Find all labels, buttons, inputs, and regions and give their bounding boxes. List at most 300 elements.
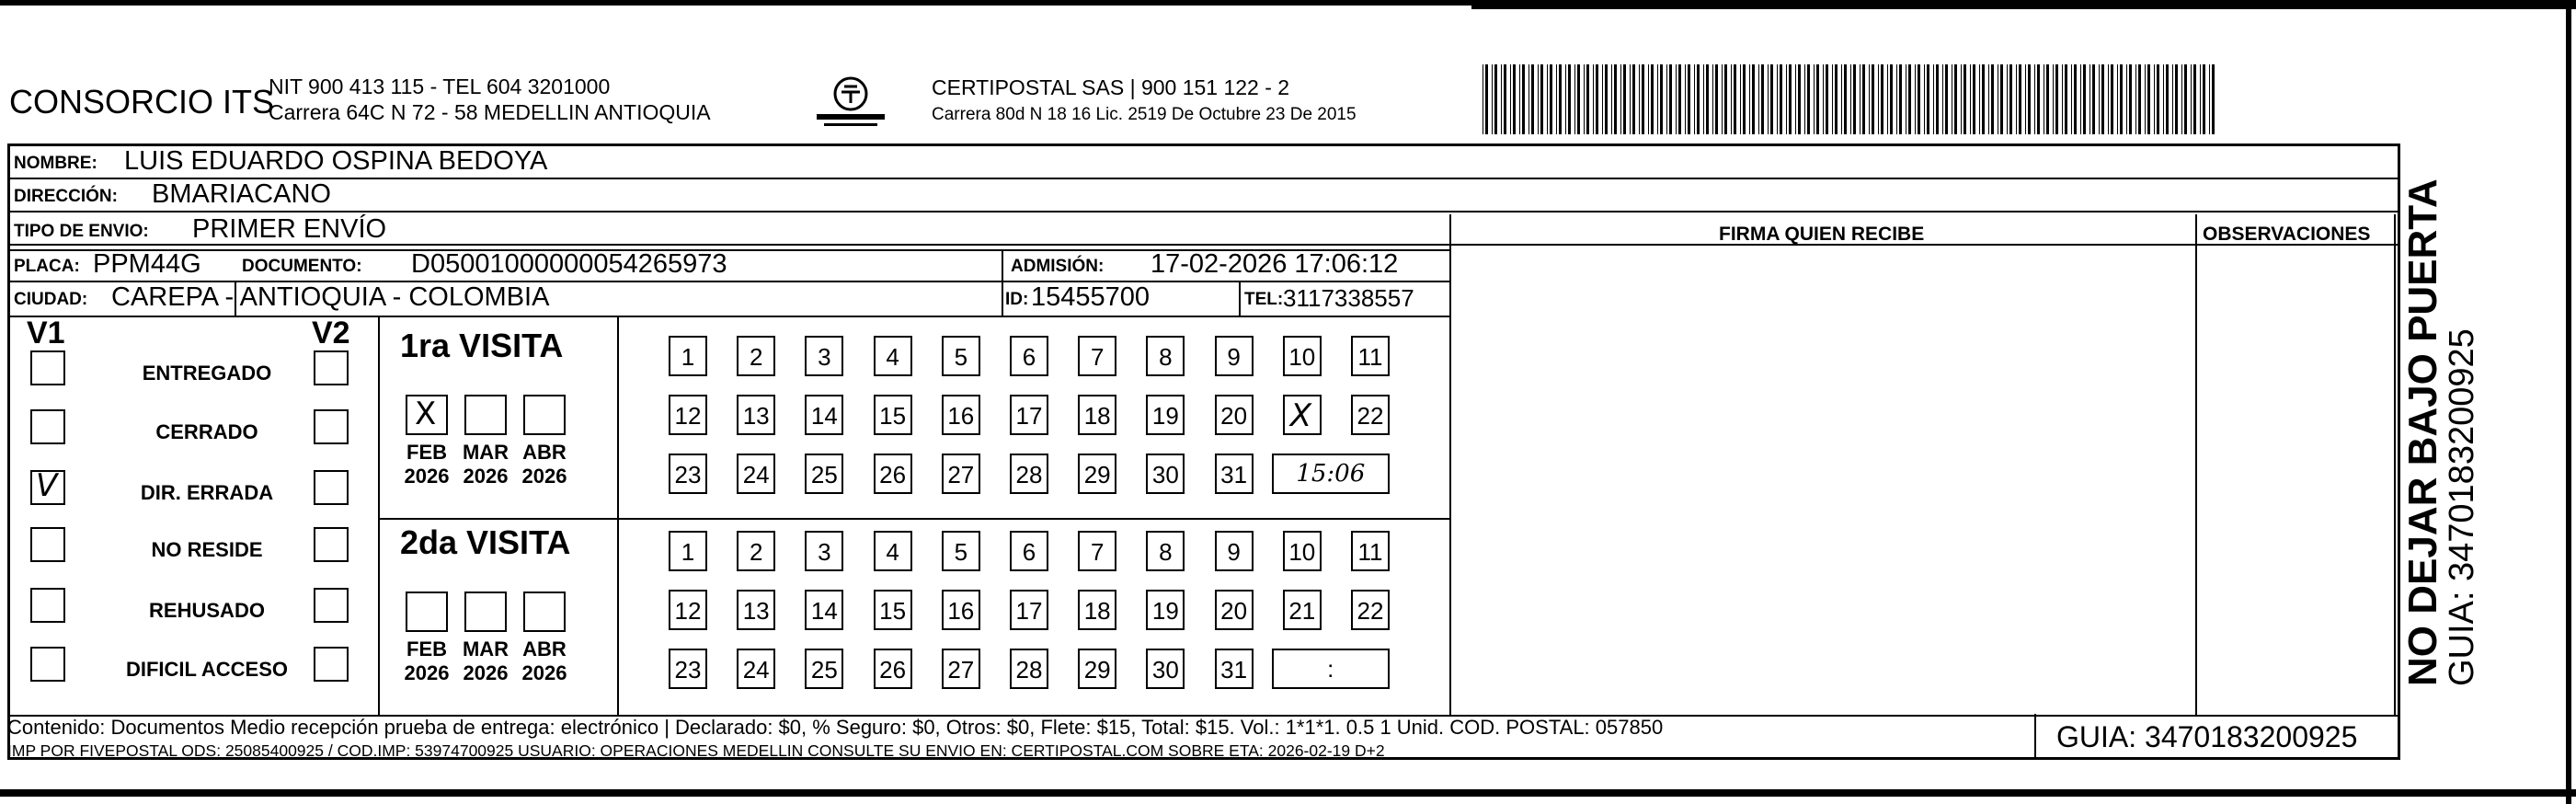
barcode-bar: [2046, 64, 2049, 134]
barcode-bar: [1869, 64, 1870, 134]
visit1-day-7[interactable]: 7: [1078, 336, 1116, 376]
visit2-time-box[interactable]: :: [1272, 649, 1390, 689]
v2-label: V2: [312, 316, 350, 350]
visit1-month-label: [458, 441, 513, 488]
carrier-address: Carrera 80d N 18 16 Lic. 2519 De Octubre 23 De 2015: [932, 105, 1357, 124]
barcode-bar: [1712, 64, 1713, 134]
barcode-bar: [1501, 64, 1502, 134]
v2-checkbox[interactable]: [314, 527, 349, 562]
barcode-bar: [2101, 64, 2104, 134]
barcode-bar: [1982, 64, 1985, 134]
visit1-day-26[interactable]: 26: [874, 454, 912, 494]
observaciones-label: OBSERVACIONES: [2203, 224, 2371, 245]
barcode-bar: [1816, 64, 1819, 134]
barcode-bar: [2092, 64, 2095, 134]
barcode-bar: [1623, 64, 1626, 134]
barcode-bar: [2117, 64, 2118, 134]
barcode-bar: [1789, 64, 1792, 134]
barcode-bar: [2034, 64, 2035, 134]
barcode-bar: [1660, 64, 1663, 134]
barcode-bar: [2071, 64, 2072, 134]
visit1-month-box[interactable]: [406, 395, 448, 435]
visit1-day-30[interactable]: 30: [1146, 454, 1185, 494]
footer-content-line: Contenido: Documentos Medio recepción prueba de entrega: electrónico | Declarado: $0, % Seguro: $0, Otros: $0, Flete: $15, Total: $15. Vol.: 1*1*1. 0.5 1 Unid. COD. POSTAL: 057850: [7, 716, 1664, 739]
barcode-bar: [1620, 64, 1621, 134]
v2-checkbox[interactable]: [314, 409, 349, 444]
barcode-bar: [1798, 64, 1801, 134]
barcode-bar: [1835, 64, 1838, 134]
visit2-day-27[interactable]: 27: [942, 649, 980, 689]
barcode-bar: [2163, 64, 2164, 134]
barcode-bar: [2007, 64, 2008, 134]
tipo-envio-value: PRIMER ENVÍO: [192, 214, 387, 244]
barcode-bar: [1494, 64, 1497, 134]
visit1-day-2[interactable]: 2: [737, 336, 775, 376]
month-year: 2026: [463, 661, 509, 684]
barcode-bar: [1988, 64, 1989, 134]
visit1-day-14[interactable]: 14: [805, 395, 843, 435]
visit1-day-12[interactable]: 12: [669, 395, 707, 435]
barcode-bar: [2212, 64, 2215, 134]
status-label: ENTREGADO: [142, 362, 272, 385]
tipo-envio-label: TIPO DE ENVIO:: [14, 222, 149, 241]
visit2-day-19[interactable]: 19: [1146, 590, 1185, 630]
month-year: 2026: [404, 465, 450, 488]
month-name: MAR: [462, 441, 509, 464]
side-warning: NO DEJAR BAJO PUERTA: [2400, 178, 2445, 686]
visit1-day-8[interactable]: 8: [1146, 336, 1185, 376]
barcode-bar: [1832, 64, 1833, 134]
visit2-day-22[interactable]: 22: [1351, 590, 1390, 630]
tel-label: TEL:: [1244, 290, 1284, 309]
barcode-bar: [1936, 64, 1939, 134]
top-edge-thick: [1471, 6, 2576, 9]
barcode-bar: [1605, 64, 1608, 134]
nombre-value: LUIS EDUARDO OSPINA BEDOYA: [124, 146, 548, 176]
barcode-bar: [1991, 64, 1994, 134]
company-info: [269, 74, 711, 125]
admision-label: ADMISIÓN:: [1011, 257, 1105, 276]
v1-checkbox[interactable]: [30, 350, 65, 385]
visit2-day-3[interactable]: 3: [805, 531, 843, 571]
barcode-bar: [2083, 64, 2086, 134]
v2-checkbox[interactable]: [314, 470, 349, 505]
barcode-bar: [2184, 64, 2187, 134]
id-label: ID:: [1005, 290, 1029, 309]
barcode-bar: [1734, 64, 1736, 134]
barcode-bar: [1688, 64, 1690, 134]
month-name: FEB: [406, 637, 447, 660]
visit1-day-4[interactable]: 4: [874, 336, 912, 376]
barcode-bar: [1740, 64, 1741, 134]
visit2-day-28[interactable]: 28: [1010, 649, 1048, 689]
barcode-bar: [1648, 64, 1649, 134]
barcode-bar: [1768, 64, 1769, 134]
visit2-month-label: [458, 637, 513, 685]
visit1-day-21[interactable]: [1283, 395, 1322, 435]
rule: [1449, 214, 1451, 717]
footer-print-line: IMP POR FIVEPOSTAL ODS: 25085400925 / COD.IMP: 53974700925 USUARIO: OPERACIONES MEDELLIN CONSULTE SU ENVIO EN: CERTIPOSTAL.COM SOBRE ETA: 2026-02-19 D+2: [7, 741, 1385, 760]
barcode-bar: [2126, 64, 2127, 134]
barcode-bar: [2025, 64, 2026, 134]
barcode-bar: [1954, 64, 1957, 134]
visit2-day-31[interactable]: 31: [1215, 649, 1254, 689]
barcode-bar: [1881, 64, 1883, 134]
visit2-day-18[interactable]: 18: [1078, 590, 1116, 630]
barcode-bar: [1574, 64, 1575, 134]
visit2-day-13[interactable]: 13: [737, 590, 775, 630]
visit1-day-29[interactable]: 29: [1078, 454, 1116, 494]
visit1-day-13[interactable]: 13: [737, 395, 775, 435]
barcode-bar: [1979, 64, 1980, 134]
barcode-bar: [2209, 64, 2210, 134]
barcode-bar: [1752, 64, 1755, 134]
day-mark: X: [1289, 397, 1312, 434]
barcode-bar: [2028, 64, 2031, 134]
side-guia: GUIA: 3470183200925: [2443, 328, 2481, 686]
visit2-day-17[interactable]: 17: [1010, 590, 1048, 630]
visit2-day-2[interactable]: 2: [737, 531, 775, 571]
visit2-month-label: [399, 637, 454, 685]
bottom-edge: [0, 789, 2576, 797]
barcode-bar: [1770, 64, 1773, 134]
documento-value: D05001000000054265973: [411, 249, 727, 279]
visit1-day-16[interactable]: 16: [942, 395, 980, 435]
barcode-bar: [2193, 64, 2196, 134]
barcode-bar: [2062, 64, 2063, 134]
visit2-day-15[interactable]: 15: [874, 590, 912, 630]
visit1-day-9[interactable]: 9: [1215, 336, 1254, 376]
barcode-bar: [1577, 64, 1580, 134]
status-label: DIR. ERRADA: [140, 481, 274, 504]
visit2-day-21[interactable]: 21: [1283, 590, 1322, 630]
barcode-bar: [1743, 64, 1746, 134]
barcode-bar: [1731, 64, 1732, 134]
barcode-bar: [2175, 64, 2178, 134]
barcode-bar: [2120, 64, 2123, 134]
rule: [378, 316, 380, 715]
barcode-bar: [1933, 64, 1934, 134]
visit2-day-16[interactable]: 16: [942, 590, 980, 630]
barcode-bar: [1915, 64, 1916, 134]
visit1-day-22[interactable]: 22: [1351, 395, 1390, 435]
barcode-bar: [1586, 64, 1589, 134]
visit2-day-10[interactable]: 10: [1283, 531, 1322, 571]
carrier-info: [932, 74, 1357, 129]
barcode-bar: [1844, 64, 1847, 134]
barcode-bar: [2145, 64, 2146, 134]
barcode-bar: [2053, 64, 2054, 134]
month-year: 2026: [404, 661, 450, 684]
rule: [378, 518, 1451, 520]
barcode-bar: [1528, 64, 1529, 134]
visit1-day-19[interactable]: 19: [1146, 395, 1185, 435]
visit1-day-27[interactable]: 27: [942, 454, 980, 494]
barcode-bar: [2129, 64, 2132, 134]
barcode-bar: [1841, 64, 1842, 134]
v1-label: V1: [27, 316, 65, 350]
barcode-bar: [1878, 64, 1879, 134]
barcode-bar: [1510, 64, 1511, 134]
firma-label: FIRMA QUIEN RECIBE: [1719, 224, 1925, 245]
month-year: 2026: [521, 465, 567, 488]
barcode-bar: [1611, 64, 1612, 134]
visit1-day-17[interactable]: 17: [1010, 395, 1048, 435]
month-name: MAR: [462, 637, 509, 660]
barcode-bar: [2099, 64, 2100, 134]
barcode-bar: [2074, 64, 2077, 134]
barcode-bar: [1758, 64, 1759, 134]
barcode-bar: [1630, 64, 1631, 134]
barcode-bar: [1862, 64, 1865, 134]
visit2-month-box[interactable]: [406, 592, 448, 632]
barcode-bar: [2166, 64, 2169, 134]
barcode-bar: [1777, 64, 1778, 134]
visit2-day-11[interactable]: 11: [1351, 531, 1390, 571]
direccion-value: BMARIACANO: [152, 179, 331, 209]
tel-value: 3117338557: [1283, 284, 1414, 312]
barcode-bar: [1504, 64, 1506, 134]
placa-value: PPM44G: [93, 249, 201, 279]
visit1-day-25[interactable]: 25: [805, 454, 843, 494]
visit2-month-box[interactable]: [464, 592, 507, 632]
visit1-day-10[interactable]: 10: [1283, 336, 1322, 376]
rule: [10, 178, 2398, 179]
barcode-bar: [1513, 64, 1516, 134]
barcode-bar: [1602, 64, 1603, 134]
visit2-day-6[interactable]: 6: [1010, 531, 1048, 571]
barcode-bar: [1519, 64, 1520, 134]
barcode-bar: [1804, 64, 1805, 134]
barcode-bar: [2055, 64, 2058, 134]
barcode-bar: [1657, 64, 1658, 134]
barcode-bar: [1485, 64, 1488, 134]
barcode-bar: [2009, 64, 2012, 134]
v1-checkbox[interactable]: [30, 588, 65, 623]
barcode-bar: [2172, 64, 2173, 134]
visit2-day-14[interactable]: 14: [805, 590, 843, 630]
company-address: Carrera 64C N 72 - 58 MEDELLIN ANTIOQUIA: [269, 100, 711, 124]
barcode-bar: [1492, 64, 1493, 134]
barcode-bar: [1970, 64, 1971, 134]
month-year: 2026: [463, 465, 509, 488]
barcode-bar: [2181, 64, 2182, 134]
barcode-bar: [1961, 64, 1962, 134]
visit1-day-18[interactable]: 18: [1078, 395, 1116, 435]
company-nit: NIT 900 413 115 - TEL 604 3201000: [269, 75, 611, 98]
barcode-bar: [1669, 64, 1672, 134]
barcode-bar: [1703, 64, 1704, 134]
barcode-bar: [2200, 64, 2201, 134]
barcode-bar: [1887, 64, 1888, 134]
barcode-bar: [1694, 64, 1695, 134]
barcode-bar: [1596, 64, 1598, 134]
barcode-bar: [1807, 64, 1810, 134]
visit2-day-1[interactable]: 1: [669, 531, 707, 571]
barcode-bar: [1584, 64, 1585, 134]
barcode-bar: [1697, 64, 1700, 134]
v1-checkbox[interactable]: [30, 647, 65, 682]
direccion-label: DIRECCIÓN:: [14, 187, 118, 206]
delivery-form: [7, 144, 2400, 760]
barcode-bar: [2147, 64, 2150, 134]
v2-checkbox[interactable]: [314, 350, 349, 385]
rule: [10, 211, 2398, 212]
month-mark: X: [415, 396, 437, 432]
barcode-bar: [1814, 64, 1815, 134]
visit1-day-23[interactable]: 23: [669, 454, 707, 494]
visit1-month-label: [399, 441, 454, 488]
admision-value: 17-02-2026 17:06:12: [1151, 249, 1399, 279]
month-name: ABR: [522, 637, 567, 660]
barcode-bar: [1540, 64, 1543, 134]
barcode-bar: [1942, 64, 1943, 134]
documento-label: DOCUMENTO:: [242, 257, 362, 276]
visit2-day-20[interactable]: 20: [1215, 590, 1254, 630]
visit2-day-8[interactable]: 8: [1146, 531, 1185, 571]
barcode-bar: [2000, 64, 2003, 134]
barcode-bar: [1918, 64, 1920, 134]
barcode-bar: [1614, 64, 1617, 134]
v2-checkbox[interactable]: [314, 647, 349, 682]
visit2-day-30[interactable]: 30: [1146, 649, 1185, 689]
barcode-bar: [2138, 64, 2141, 134]
barcode-bar: [1927, 64, 1929, 134]
visit2-day-26[interactable]: 26: [874, 649, 912, 689]
visit1-month-box[interactable]: [464, 395, 507, 435]
status-label: DIFICIL ACCESO: [125, 658, 288, 681]
certipostal-logo-icon: [809, 74, 892, 131]
barcode-bar: [1565, 64, 1566, 134]
visit2-month-box[interactable]: [523, 592, 566, 632]
visit1-day-20[interactable]: 20: [1215, 395, 1254, 435]
visit1-day-24[interactable]: 24: [737, 454, 775, 494]
barcode-bar: [1715, 64, 1718, 134]
v1-checkbox[interactable]: [30, 409, 65, 444]
barcode-bar: [2157, 64, 2159, 134]
visit2-day-29[interactable]: 29: [1078, 649, 1116, 689]
checkbox-mark: V: [36, 467, 58, 504]
month-name: ABR: [522, 441, 567, 464]
ciudad-value: CAREPA - ANTIOQUIA - COLOMBIA: [111, 282, 550, 312]
visit1-day-31[interactable]: 31: [1215, 454, 1254, 494]
guia-number: GUIA: 3470183200925: [2034, 714, 2399, 760]
v2-checkbox[interactable]: [314, 588, 349, 623]
barcode-bar: [1651, 64, 1654, 134]
barcode-bar: [1639, 64, 1640, 134]
rule: [617, 316, 619, 715]
carrier-name: CERTIPOSTAL SAS | 900 151 122 - 2: [932, 75, 1290, 99]
visit1-month-label: [517, 441, 572, 488]
visit2-day-12[interactable]: 12: [669, 590, 707, 630]
barcode-bar: [2191, 64, 2192, 134]
visit1-title: 1ra VISITA: [400, 327, 564, 364]
visit2-day-4[interactable]: 4: [874, 531, 912, 571]
barcode-bar: [2019, 64, 2021, 134]
v1-checkbox[interactable]: [30, 467, 65, 505]
barcode-bar: [1556, 64, 1557, 134]
visit1-day-15[interactable]: 15: [874, 395, 912, 435]
barcode-icon: [1483, 64, 2218, 134]
barcode-bar: [2089, 64, 2090, 134]
barcode-bar: [1559, 64, 1562, 134]
barcode-bar: [1568, 64, 1571, 134]
barcode-bar: [1550, 64, 1552, 134]
rule: [2394, 214, 2396, 717]
barcode-bar: [1722, 64, 1723, 134]
barcode-bar: [2108, 64, 2109, 134]
barcode-bar: [1924, 64, 1925, 134]
barcode-bar: [1531, 64, 1534, 134]
barcode-bar: [1678, 64, 1681, 134]
visit1-day-11[interactable]: 11: [1351, 336, 1390, 376]
visit1-time-box[interactable]: 15:06: [1272, 454, 1390, 494]
barcode-bar: [1706, 64, 1709, 134]
nombre-label: NOMBRE:: [14, 154, 97, 173]
barcode-bar: [1823, 64, 1824, 134]
barcode-bar: [1547, 64, 1548, 134]
status-label: REHUSADO: [149, 599, 265, 622]
barcode-bar: [1896, 64, 1897, 134]
visit2-month-label: [517, 637, 572, 685]
visit2-day-25[interactable]: 25: [805, 649, 843, 689]
barcode-bar: [2065, 64, 2067, 134]
visit1-day-5[interactable]: 5: [942, 336, 980, 376]
placa-label: PLACA:: [14, 257, 80, 276]
visit2-day-24[interactable]: 24: [737, 649, 775, 689]
id-value: 15455700: [1031, 282, 1151, 312]
barcode-bar: [1538, 64, 1539, 134]
rule: [2195, 214, 2197, 717]
barcode-bar: [2111, 64, 2113, 134]
barcode-bar: [1795, 64, 1796, 134]
rule: [10, 316, 1451, 317]
visit1-day-28[interactable]: 28: [1010, 454, 1048, 494]
visit2-day-7[interactable]: 7: [1078, 531, 1116, 571]
status-label: CERRADO: [155, 420, 258, 443]
company-name: CONSORCIO ITS: [9, 83, 275, 121]
barcode-bar: [1761, 64, 1764, 134]
barcode-bar: [1642, 64, 1644, 134]
barcode-bar: [1593, 64, 1594, 134]
visit2-day-23[interactable]: 23: [669, 649, 707, 689]
barcode-bar: [1780, 64, 1782, 134]
visit2-day-9[interactable]: 9: [1215, 531, 1254, 571]
barcode-bar: [1899, 64, 1902, 134]
visit2-day-5[interactable]: 5: [942, 531, 980, 571]
visit1-day-6[interactable]: 6: [1010, 336, 1048, 376]
barcode-bar: [1632, 64, 1635, 134]
barcode-bar: [1963, 64, 1966, 134]
right-edge: [2566, 0, 2571, 804]
visit2-title: 2da VISITA: [400, 523, 571, 561]
visit1-month-box[interactable]: [523, 395, 566, 435]
barcode-bar: [2135, 64, 2136, 134]
rule: [1239, 281, 1241, 316]
barcode-bar: [1890, 64, 1893, 134]
ciudad-label: CIUDAD:: [14, 290, 88, 309]
visit1-day-1[interactable]: 1: [669, 336, 707, 376]
barcode-bar: [1666, 64, 1667, 134]
barcode-bar: [1973, 64, 1975, 134]
barcode-bar: [1945, 64, 1948, 134]
barcode-bar: [1786, 64, 1787, 134]
visit1-day-3[interactable]: 3: [805, 336, 843, 376]
barcode-bar: [1853, 64, 1856, 134]
barcode-bar: [2080, 64, 2081, 134]
v1-checkbox[interactable]: [30, 527, 65, 562]
barcode-bar: [1872, 64, 1874, 134]
